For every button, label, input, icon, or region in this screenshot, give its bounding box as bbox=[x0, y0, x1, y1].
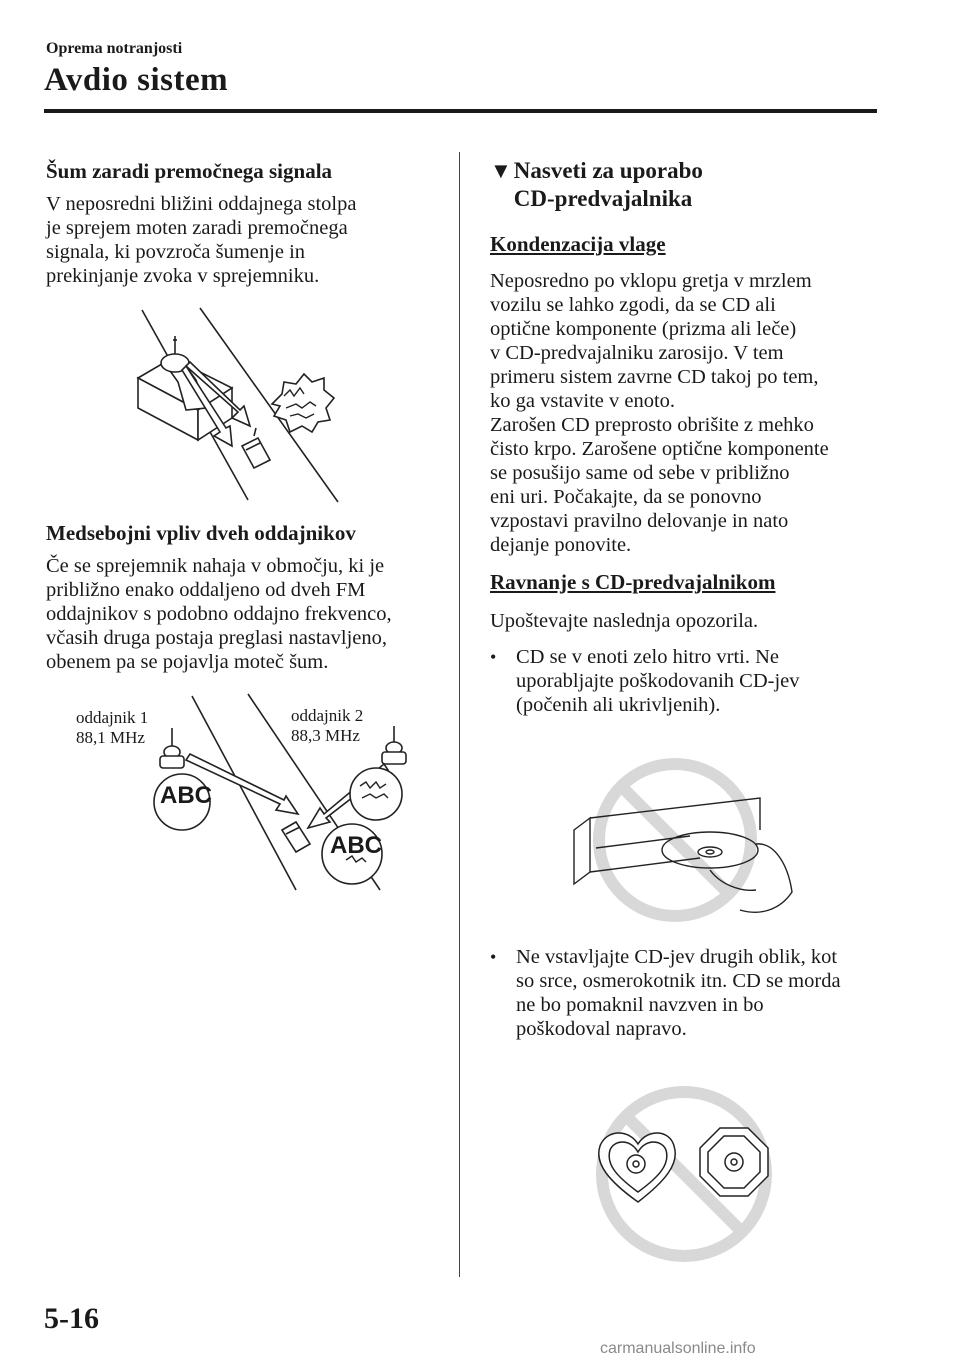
no-odd-shaped-cd-illustration bbox=[570, 1080, 800, 1270]
bullet-damaged-cd bbox=[490, 645, 880, 717]
triangle-marker-icon: ▼ bbox=[490, 158, 512, 183]
handling-intro: Upoštevajte naslednja opozorila. bbox=[490, 610, 759, 632]
bullet-text: Ne vstavljajte CD-jev drugih oblik, kot so srce, osmerokotnik itn. CD se morda ne bo pomaknil navzven in bo poškodoval napravo. bbox=[516, 946, 841, 1040]
bullet-odd-shapes bbox=[490, 945, 880, 1041]
condensation-heading: Kondenzacija vlage bbox=[490, 232, 666, 256]
two-transmitters-heading: Medsebojni vpliv dveh oddajnikov bbox=[46, 521, 356, 545]
section-label: Oprema notranjosti bbox=[46, 40, 183, 57]
column-divider bbox=[459, 152, 460, 1277]
abc-bubble-text: ABC bbox=[160, 782, 212, 809]
bullet-icon: • bbox=[490, 647, 497, 667]
two-transmitters-text: Če se sprejemnik nahaja v območju, ki je približno enako oddaljeno od dveh FM oddajnikov s podobno oddajno frekvenco, včasih druga postaja preglasi nastavljeno, obenem pa se pojavlja moteč šum. bbox=[46, 555, 392, 673]
strong-signal-illustration bbox=[120, 300, 360, 510]
section-two-transmitters bbox=[46, 520, 446, 674]
bullet-odd-shapes-row bbox=[490, 945, 880, 1041]
condensation-text: Neposredno po vklopu gretja v mrzlem vozilu se lahko zgodi, da se CD ali optične komponente (prizma ali leče) v CD-predvajalniku zarosijo. V tem primeru sistem zavrne CD takoj po tem, ko ga vstavite v enoto. Zarošen CD preprosto obrišite z mehko čisto krpo. Zarošene optične komponente se posušijo same od sebe v približno eni uri. Počakajte, da se ponovno vzpostavi pravilno delovanje in nato dejanje ponovite. bbox=[490, 270, 829, 556]
abc-bubble-text: ABC bbox=[330, 832, 382, 859]
strong-signal-heading: Šum zaradi premočnega signala bbox=[46, 159, 333, 183]
section-strong-signal bbox=[46, 158, 446, 288]
page-number: 5-16 bbox=[44, 1302, 99, 1335]
cd-tips-section bbox=[490, 157, 880, 717]
transmitter-1-label: oddajnik 1 88,1 MHz bbox=[76, 708, 149, 747]
title-rule bbox=[44, 109, 877, 113]
watermark: carmanualsonline.info bbox=[600, 1340, 756, 1357]
page-title: Avdio sistem bbox=[44, 62, 229, 98]
cd-tips-heading: ▼ Nasveti za uporabo CD-predvajalnika bbox=[490, 158, 703, 211]
handling-heading: Ravnanje s CD-predvajalnikom bbox=[490, 570, 776, 594]
bullet-text: CD se v enoti zelo hitro vrti. Ne uporabljajte poškodovanih CD-jev (počenih ali ukrivljenih). bbox=[516, 646, 800, 716]
strong-signal-text: V neposredni bližini oddajnega stolpa je sprejem moten zaradi premočnega signala, ki povzroča šumenje in prekinjanje zvoka v sprejemniku. bbox=[46, 193, 357, 287]
transmitter-2-label: oddajnik 2 88,3 MHz bbox=[291, 706, 364, 745]
bullet-icon: • bbox=[490, 947, 497, 967]
no-damaged-cd-illustration bbox=[560, 760, 810, 930]
